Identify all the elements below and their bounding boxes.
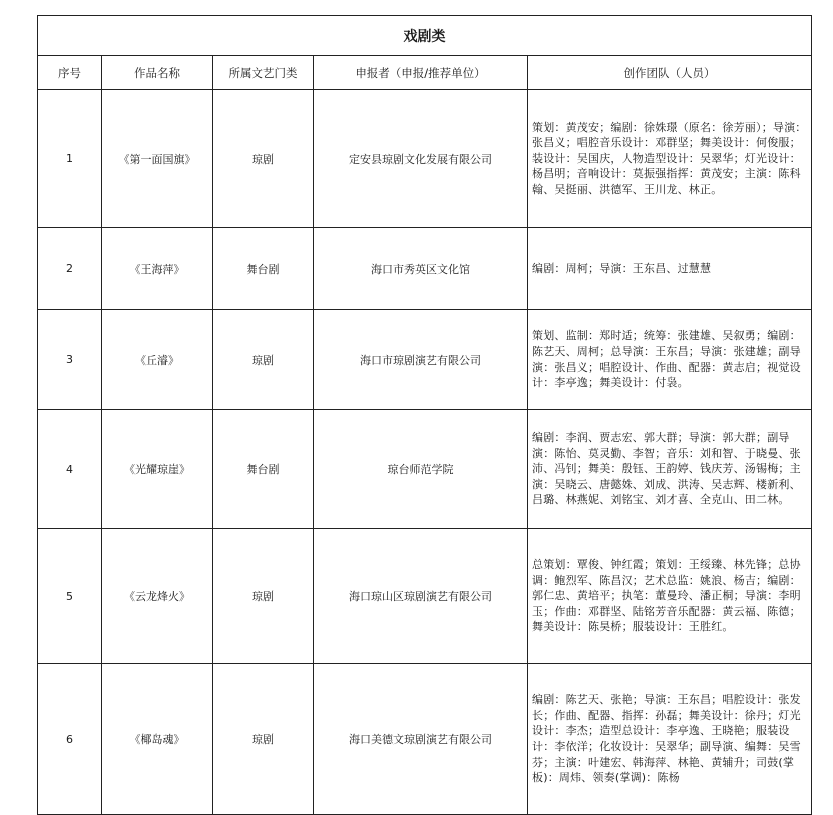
row-applicant: 定安县琼剧文化发展有限公司 — [314, 90, 528, 228]
header-work: 作品名称 — [102, 56, 213, 90]
row-work: 《丘濬》 — [102, 310, 213, 410]
row-applicant: 海口市秀英区文化馆 — [314, 228, 528, 310]
row-work: 《光耀琼崖》 — [102, 410, 213, 529]
row-team: 编剧：陈艺天、张艳；导演：王东昌；唱腔设计：张发长；作曲、配器、指挥：孙磊；舞美设计：徐丹；灯光设计：李杰；造型总设计：李亭逸、王晓艳；服装设计：李依洋；化妆设计：吴翠华；副导演、编舞：吴雪芬；主演：叶建宏、韩海萍、林艳、黄辅升；司鼓(掌板)：周炜、领奏(掌调)：陈杨 — [528, 664, 812, 815]
row-category: 琼剧 — [213, 529, 314, 664]
row-team: 策划、监制：郑时适；统筹：张建雄、吴叙勇；编剧：陈艺天、周柯；总导演：王东昌；导演：张建雄；副导演：张昌义；唱腔设计、作曲、配器：黄志启；视觉设计：李亭逸；舞美设计：付袅。 — [528, 310, 812, 410]
table-row — [38, 90, 812, 228]
row-category: 舞台剧 — [213, 228, 314, 310]
table-title: 戏剧类 — [38, 16, 812, 56]
row-team: 策划：黄茂安；编剧：徐姝璟（原名：徐芳丽）；导演：张昌义；唱腔音乐设计：邓群坚；舞美设计：何俊服；装设计：吴国庆，人物造型设计：吴翠华；灯光设计：杨昌明；音响设计：莫振强指挥：黄茂安；主演：陈科翰、吴挺丽、洪德军、王川龙、林正。 — [528, 90, 812, 228]
row-no: 3 — [38, 310, 102, 410]
row-applicant: 海口美德文琼剧演艺有限公司 — [314, 664, 528, 815]
row-team: 编剧：李润、贾志宏、郭大群；导演：郭大群；副导演：陈怡、莫灵勤、李智；音乐：刘和智、于晓曼、张沛、冯钊；舞美：殷钰、王韵婷、钱庆芳、汤锡梅；主演：吴晓云、唐懿姝、刘成、洪涛、吴志辉、楼新利、吕璐、林燕妮、刘铭宝、刘才喜、全克山、田二林。 — [528, 410, 812, 529]
table-row — [38, 410, 812, 529]
row-work: 《椰岛魂》 — [102, 664, 213, 815]
row-no: 6 — [38, 664, 102, 815]
row-team: 总策划：覃俊、钟红霞；策划：王绥臻、林先锋；总协调：鲍烈军、陈昌汉；艺术总监：姚浪、杨吉；编剧：郭仁忠、黄培平；执笔：董曼玲、潘正桐；导演：李明玉；作曲：邓群坚、陆铭芳音乐配器：黄云福、陈德；舞美设计：陈昊桥；服装设计：王胜红。 — [528, 529, 812, 664]
table-row — [38, 664, 812, 815]
row-work: 《第一面国旗》 — [102, 90, 213, 228]
row-applicant: 琼台师范学院 — [314, 410, 528, 529]
row-work: 《王海萍》 — [102, 228, 213, 310]
table-row — [38, 310, 812, 410]
row-applicant: 海口市琼剧演艺有限公司 — [314, 310, 528, 410]
header-category: 所属文艺门类 — [213, 56, 314, 90]
header-applicant: 申报者（申报/推荐单位） — [314, 56, 528, 90]
row-applicant: 海口琼山区琼剧演艺有限公司 — [314, 529, 528, 664]
table-row — [38, 529, 812, 664]
row-work: 《云龙烽火》 — [102, 529, 213, 664]
row-category: 琼剧 — [213, 310, 314, 410]
row-category: 舞台剧 — [213, 410, 314, 529]
row-no: 5 — [38, 529, 102, 664]
row-no: 1 — [38, 90, 102, 228]
row-team: 编剧：周柯；导演：王东昌、过慧慧 — [528, 228, 812, 310]
header-no: 序号 — [38, 56, 102, 90]
row-no: 4 — [38, 410, 102, 529]
row-category: 琼剧 — [213, 664, 314, 815]
table-row — [38, 228, 812, 310]
row-no: 2 — [38, 228, 102, 310]
header-team: 创作团队（人员） — [528, 56, 812, 90]
row-category: 琼剧 — [213, 90, 314, 228]
drama-table — [37, 15, 812, 815]
